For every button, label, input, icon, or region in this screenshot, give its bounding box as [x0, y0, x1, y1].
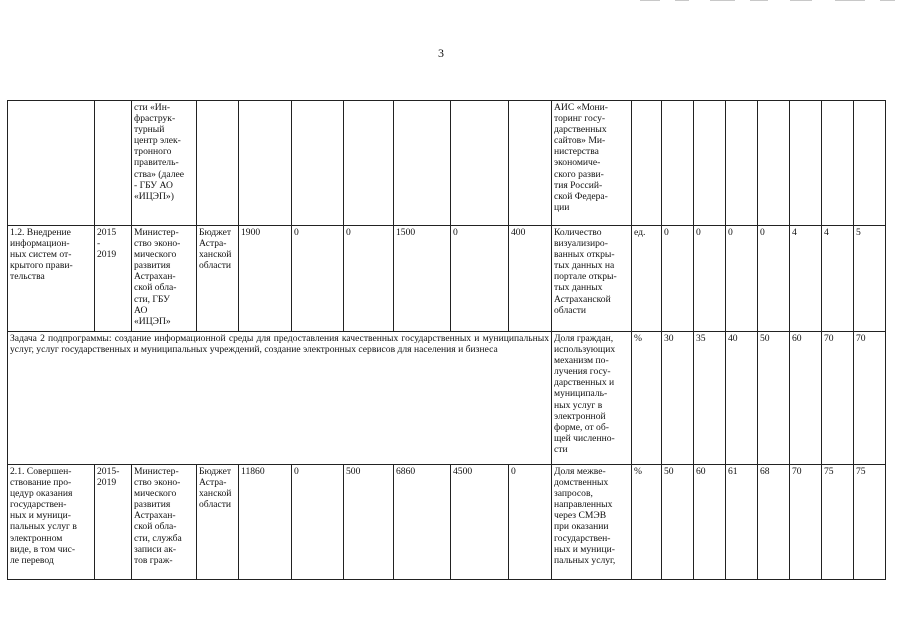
table-cell — [95, 101, 132, 226]
table-cell: 2.1. Совершен- ствование про- цедур оказания государствен- ных и муници- пальных услуг в электронном виде, в том чис- ле перевод — [8, 465, 95, 580]
table-cell: 70 — [790, 465, 822, 580]
program-table — [7, 100, 886, 580]
table-cell: 2015 - 2019 — [95, 226, 132, 332]
table-cell: Доля межве- домственных запросов, направленных через СМЭВ при оказании государствен- ных и муници- пальных услуг, — [552, 465, 632, 580]
table-row — [8, 465, 886, 580]
scan-artifact — [630, 0, 905, 3]
table-cell: % — [632, 332, 662, 465]
table-cell: Бюджет Астра- ханской области — [197, 465, 239, 580]
table-cell: Министер- ство эконо- мического развития Астрахан- ской обла- сти, ГБУ АО «ИЦЭП» — [132, 226, 197, 332]
table-cell: ед. — [632, 226, 662, 332]
table-cell: 30 — [662, 332, 694, 465]
table-cell: 400 — [509, 226, 552, 332]
table-cell: Министер- ство эконо- мического развития Астрахан- ской обла- сти, служба записи ак- тов граж- — [132, 465, 197, 580]
table-cell: 75 — [822, 465, 854, 580]
table-row — [8, 226, 886, 332]
table-cell: сти «Ин- фраструк- турный центр элек- тронного правитель- ства» (далее - ГБУ АО «ИЦЭП») — [132, 101, 197, 226]
table-cell — [726, 101, 758, 226]
table-cell: 5 — [854, 226, 886, 332]
table-cell: 1900 — [239, 226, 292, 332]
table-cell: 70 — [822, 332, 854, 465]
page-number: 3 — [438, 46, 444, 60]
table-cell: 50 — [662, 465, 694, 580]
table-cell — [790, 101, 822, 226]
table-cell: Бюджет Астра- ханской области — [197, 226, 239, 332]
table-cell: 6860 — [394, 465, 451, 580]
table-cell — [854, 101, 886, 226]
table-cell: 11860 — [239, 465, 292, 580]
table-cell — [509, 101, 552, 226]
table-cell: 0 — [292, 226, 344, 332]
table-cell: 0 — [509, 465, 552, 580]
table-cell — [197, 101, 239, 226]
table-cell: 60 — [694, 465, 726, 580]
table-row — [8, 101, 886, 226]
table-cell: 61 — [726, 465, 758, 580]
table-cell: 50 — [758, 332, 790, 465]
table-cell: 0 — [292, 465, 344, 580]
table-cell — [239, 101, 292, 226]
table-cell: 1.2. Внедрение информацион- ных систем от- крытого прави- тельства — [8, 226, 95, 332]
table-cell: 4 — [822, 226, 854, 332]
table-cell: 500 — [344, 465, 394, 580]
table-cell — [394, 101, 451, 226]
table-cell — [451, 101, 509, 226]
table-cell: 0 — [726, 226, 758, 332]
table-cell: Количество визуализиро- ванных откры- тых данных на портале откры- тых данных Астраханской области — [552, 226, 632, 332]
table-cell: 4500 — [451, 465, 509, 580]
table-cell: 60 — [790, 332, 822, 465]
table-cell: 68 — [758, 465, 790, 580]
table-cell: 0 — [344, 226, 394, 332]
table-cell: 75 — [854, 465, 886, 580]
table-row — [8, 332, 886, 465]
table-cell: % — [632, 465, 662, 580]
table-cell: 0 — [694, 226, 726, 332]
table-cell: 2015- 2019 — [95, 465, 132, 580]
table-cell: 0 — [451, 226, 509, 332]
table-cell: 70 — [854, 332, 886, 465]
table-cell — [758, 101, 790, 226]
table-cell: 0 — [662, 226, 694, 332]
table-cell: АИС «Мони- торинг госу- дарственных сайтов» Ми- нистерства экономиче- ского разви- тия Россий- ской Федера- ции — [552, 101, 632, 226]
task-description: Задача 2 подпрограммы: создание информационной среды для предоставления качественных государственных и муниципальных услуг, услуг государственных и муниципальных учреждений, создание электронных сервисов для населения и бизнеса — [8, 332, 552, 465]
table-cell: Доля граждан, использующих механизм по- лучения госу- дарственных и муниципаль- ных услуг в электронной форме, от об- щей численно- сти — [552, 332, 632, 465]
table-cell: 0 — [758, 226, 790, 332]
table-cell: 35 — [694, 332, 726, 465]
table-cell — [632, 101, 662, 226]
table-cell — [292, 101, 344, 226]
table-cell — [822, 101, 854, 226]
table-cell: 4 — [790, 226, 822, 332]
table-cell — [662, 101, 694, 226]
table-cell: 1500 — [394, 226, 451, 332]
table-cell — [8, 101, 95, 226]
table-cell: 40 — [726, 332, 758, 465]
table-cell — [694, 101, 726, 226]
table-cell — [344, 101, 394, 226]
